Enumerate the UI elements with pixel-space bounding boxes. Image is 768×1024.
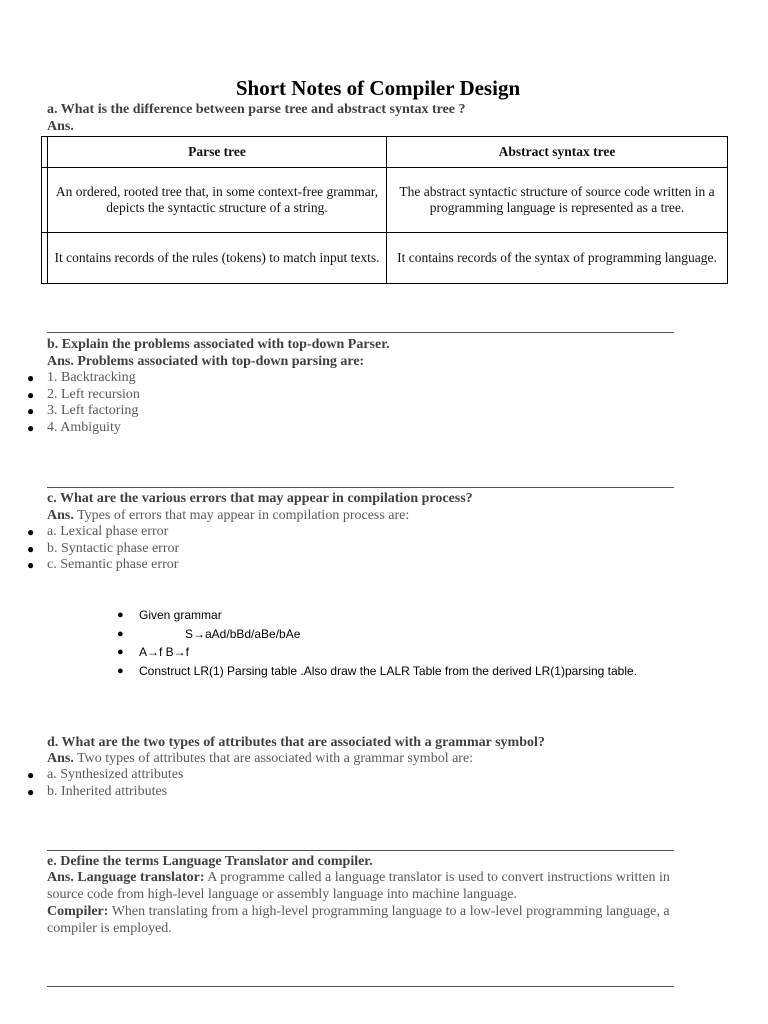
compiler-definition: Compiler: When translating from a high-level programming language to a low-level programming language, a compiler is employed.: [47, 904, 670, 936]
list-item: ● b. Inherited attributes: [27, 783, 168, 799]
table-header-row: [42, 137, 728, 168]
question-b: b. Explain the problems associated with top-down Parser.: [47, 337, 390, 352]
list-item: ● 1. Backtracking: [27, 370, 136, 385]
list-b: [27, 370, 140, 437]
question-a-ans-label: Ans.: [47, 119, 74, 134]
list-item: ● 3. Left factoring: [27, 403, 139, 419]
grammar-list: [117, 606, 638, 681]
question-b-answer: Ans. Problems associated with top-down parsing are:: [47, 354, 365, 369]
table-header-ast: Abstract syntax tree: [387, 137, 728, 168]
table-cell: The abstract syntactic structure of source code written in a programming language is represented as a tree.: [387, 168, 728, 233]
table-cell: It contains records of the syntax of programming language.: [387, 233, 728, 284]
question-d: d. What are the two types of attributes that are associated with a grammar symbol?: [47, 735, 545, 750]
list-item: ● Given grammar: [117, 608, 222, 622]
translator-definition: Ans. Language translator: A programme called a language translator is used to convert instructions written in source code from high-level language or assembly language into machine language.: [47, 870, 670, 902]
table-cell: It contains records of the rules (tokens) to match input texts.: [48, 233, 387, 284]
list-item: ● 2. Left recursion: [27, 386, 140, 402]
list-item: ● b. Syntactic phase error: [27, 540, 180, 556]
list-item: ● Construct LR(1) Parsing table .Also draw the LALR Table from the derived LR(1)parsing table.: [117, 664, 638, 679]
table-row: [42, 233, 728, 284]
list-d: [27, 767, 184, 800]
table-header-parse-tree: Parse tree: [48, 137, 387, 168]
question-e: e. Define the terms Language Translator and compiler.: [47, 854, 373, 869]
divider: [47, 850, 674, 851]
list-item: ● c. Semantic phase error: [27, 557, 179, 573]
question-d-answer: Ans. Two types of attributes that are associated with a grammar symbol are:: [47, 751, 474, 766]
list-item: ● a. Lexical phase error: [27, 524, 169, 539]
page-title: Short Notes of Compiler Design: [235, 76, 521, 100]
list-c: [27, 524, 180, 574]
question-c-answer: Ans. Types of errors that may appear in compilation process are:: [47, 508, 410, 523]
divider: [47, 332, 674, 333]
list-item: ● S→aAd/bBd/aBe/bAe: [117, 626, 301, 641]
table-row: [42, 168, 728, 233]
divider: [47, 986, 674, 987]
comparison-table: [41, 136, 728, 284]
table-cell: An ordered, rooted tree that, in some context-free grammar, depicts the syntactic structure of a string.: [48, 168, 387, 233]
list-item: ● a. Synthesized attributes: [27, 767, 184, 782]
divider: [47, 487, 674, 488]
question-c: c. What are the various errors that may appear in compilation process?: [47, 491, 473, 506]
list-item: ● 4. Ambiguity: [27, 420, 121, 436]
question-a: a. What is the difference between parse tree and abstract syntax tree ?: [47, 102, 466, 117]
list-item: ● A→f B→f: [117, 645, 190, 660]
